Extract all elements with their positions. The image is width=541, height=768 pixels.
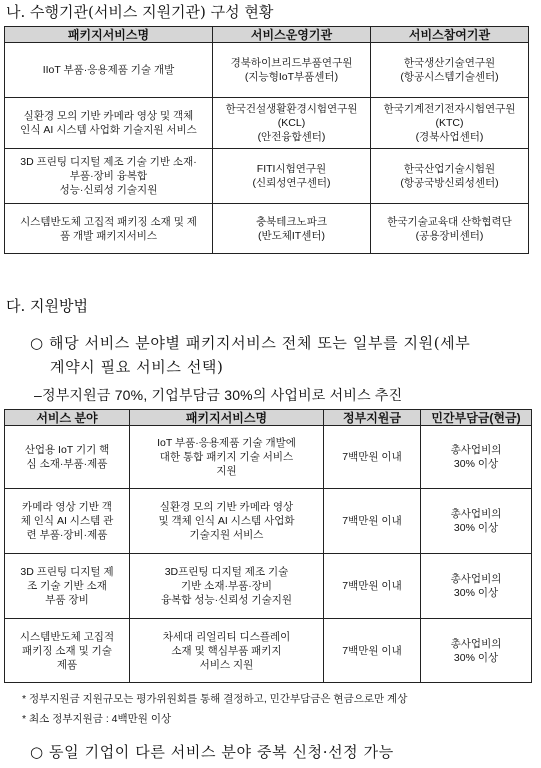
table-service-institutions: [4, 26, 529, 254]
table-row: [5, 98, 529, 149]
section-title-da: 다. 지원방법: [6, 297, 88, 315]
table2-cell: 산업용 IoT 기기 핵 심 소재·부품·제품: [5, 426, 130, 489]
table2-cell: 7백만원 이내: [324, 489, 421, 554]
bullet-support-scope-line2: 계약시 필요 서비스 선택): [50, 358, 224, 376]
table2-cell: 실환경 모의 기반 카메라 영상 및 객체 인식 AI 시스템 사업화 기술지원 서비스: [130, 489, 324, 554]
table1-header-cell: 서비스운영기관: [213, 27, 371, 43]
table2-cell: 시스템반도체 고집적 패키징 소재 및 기술 제품: [5, 619, 130, 683]
table1-cell: 한국기술교육대 산학협력단 (공용장비센터): [371, 204, 529, 254]
table-header-row: [5, 27, 529, 43]
table2-cell: 총사업비의 30% 이상: [421, 554, 532, 619]
table1-cell: 한국산업기술시험원 (항공국방신뢰성센터): [371, 149, 529, 204]
bullet-duplicate-application: ○ 동일 기업이 다른 서비스 분야 중복 신청·선정 가능: [30, 743, 394, 761]
footnote-minimum-funding: * 최소 정부지원금 : 4백만원 이상: [22, 713, 172, 725]
table2-cell: 7백만원 이내: [324, 619, 421, 683]
table2-cell: 총사업비의 30% 이상: [421, 426, 532, 489]
table-row: [5, 619, 532, 683]
footnote-funding-decision: * 정부지원금 지원규모는 평가위원회를 통해 결정하고, 민간부담금은 현금으로만 계상: [22, 693, 408, 705]
table2-cell: 3D 프린팅 디지털 제 조 기술 기반 소재 부품 장비: [5, 554, 130, 619]
table2-cell: 3D프린팅 디지털 제조 기술 기반 소재·부품·장비 융복합 성능·신뢰성 기술지원: [130, 554, 324, 619]
section-title-na: 나. 수행기관(서비스 지원기관) 구성 현황: [6, 3, 274, 21]
table2-header-cell: 서비스 분야: [5, 410, 130, 426]
table-row: [5, 43, 529, 98]
table-row: [5, 204, 529, 254]
table2-header-cell: 패키지서비스명: [130, 410, 324, 426]
funding-ratio-line: –정부지원금 70%, 기업부담금 30%의 사업비로 서비스 추진: [34, 387, 403, 403]
table1-cell: FITI시험연구원 (신뢰성연구센터): [213, 149, 371, 204]
table-row: [5, 149, 529, 204]
table1-header-cell: 서비스참여기관: [371, 27, 529, 43]
table1-cell: 3D 프린팅 디지털 제조 기술 기반 소재· 부품·장비 융복합 성능·신뢰성 기술지원: [5, 149, 213, 204]
table1-cell: 실환경 모의 기반 카메라 영상 및 객체 인식 AI 시스템 사업화 기술지원 서비스: [5, 98, 213, 149]
table1-cell: 한국생산기술연구원 (항공시스템기술센터): [371, 43, 529, 98]
table2-cell: IoT 부품·응용제품 기술 개발에 대한 통합 패키지 기술 서비스 지원: [130, 426, 324, 489]
table2-header-cell: 정부지원금: [324, 410, 421, 426]
table-row: [5, 426, 532, 489]
table-header-row: [5, 410, 532, 426]
bullet-support-scope-line1: ○ 해당 서비스 분야별 패키지서비스 전체 또는 일부를 지원(세부: [30, 334, 471, 352]
table2-cell: 총사업비의 30% 이상: [421, 489, 532, 554]
table1-cell: IIoT 부품·응용제품 기술 개발: [5, 43, 213, 98]
table1-cell: 시스템반도체 고집적 패키징 소재 및 제 품 개발 패키지서비스: [5, 204, 213, 254]
table-support-method: [4, 409, 532, 683]
table2-cell: 차세대 리얼리티 디스플레이 소재 및 핵심부품 패키지 서비스 지원: [130, 619, 324, 683]
table1-header-cell: 패키지서비스명: [5, 27, 213, 43]
table1-cell: 경북하이브리드부품연구원 (지능형IoT부품센터): [213, 43, 371, 98]
table1-cell: 충북테크노파크 (반도체IT센터): [213, 204, 371, 254]
table2-header-cell: 민간부담금(현금): [421, 410, 532, 426]
table1-cell: 한국기계전기전자시험연구원 (KTC) (경북사업센터): [371, 98, 529, 149]
table2-cell: 7백만원 이내: [324, 426, 421, 489]
table-row: [5, 489, 532, 554]
table1-cell: 한국건설생활환경시험연구원 (KCL) (안전융합센터): [213, 98, 371, 149]
table2-cell: 카메라 영상 기반 객 체 인식 AI 시스템 관 련 부품·장비·제품: [5, 489, 130, 554]
table2-cell: 7백만원 이내: [324, 554, 421, 619]
table-row: [5, 554, 532, 619]
table2-cell: 총사업비의 30% 이상: [421, 619, 532, 683]
